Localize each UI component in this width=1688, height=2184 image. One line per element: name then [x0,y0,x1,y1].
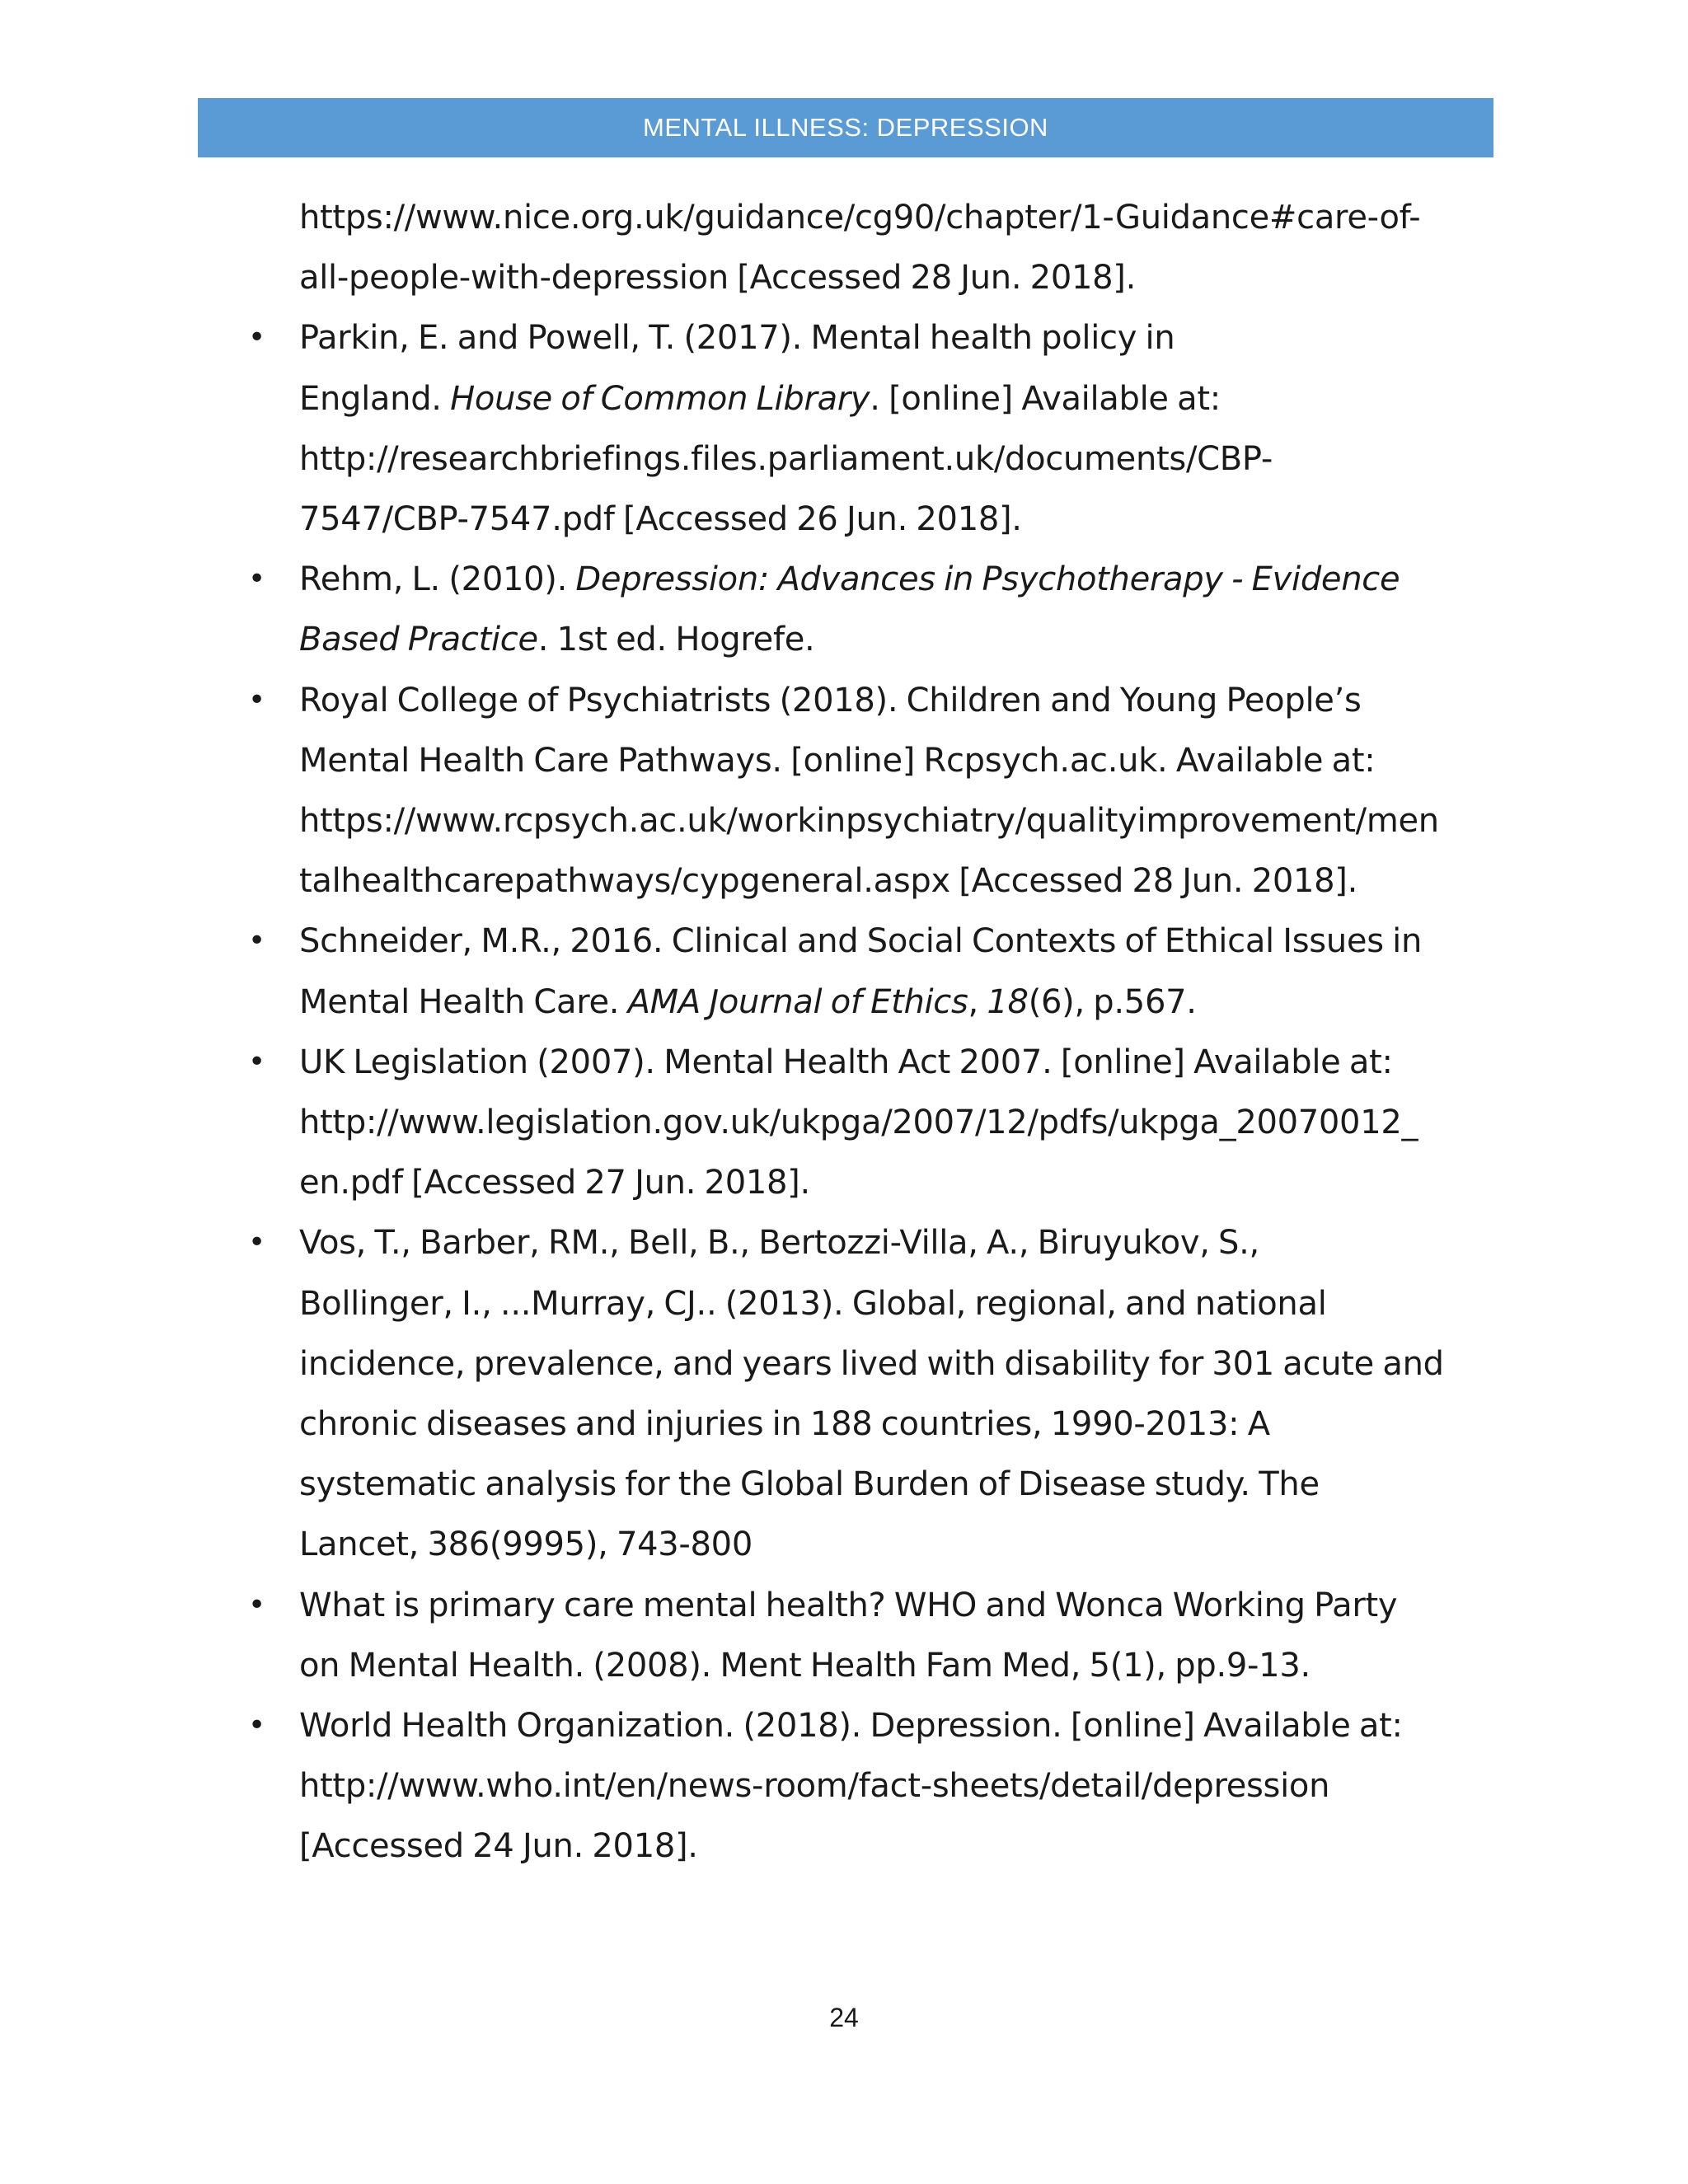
bullet-icon: • [248,1226,266,1260]
text-run: all-people-with-depression [Accessed 28 Jun. 2018]. [299,259,1137,298]
reference-line [299,1465,1320,1504]
text-run: talhealthcarepathways/cypgeneral.aspx [Accessed 28 Jun. 2018]. [299,862,1358,901]
header-title: MENTAL ILLNESS: DEPRESSION [643,113,1048,142]
text-run: England. [299,379,451,418]
text-run: Vos, T., Barber, RM., Bell, B., Bertozzi-Villa, A., Biruyukov, S., [299,1224,1259,1263]
reference-line [299,921,1422,961]
bullet-icon: • [248,562,266,597]
text-run: Mental Health Care Pathways. [online] Rcpsych.ac.uk. Available at: [299,741,1376,780]
text-run: en.pdf [Accessed 27 Jun. 2018]. [299,1164,810,1202]
text-run: http://researchbriefings.files.parliament.uk/documents/CBP- [299,439,1273,478]
reference-line [299,1223,1259,1263]
text-run: UK Legislation (2007). Mental Health Act 2007. [online] Available at: [299,1043,1393,1081]
reference-line [299,1646,1311,1685]
text-run: http://www.who.int/en/news-room/fact-sheets/detail/depression [299,1767,1330,1806]
reference-line [299,681,1362,720]
text-run: Royal College of Psychiatrists (2018). Children and Young People’s [299,681,1362,719]
text-run: Bollinger, I., ...Murray, CJ.. (2013). Global, regional, and national [299,1284,1327,1323]
reference-line [299,1766,1329,1806]
reference-line [299,1103,1418,1142]
reference-line [299,741,1375,780]
text-run: https://www.rcpsych.ac.uk/workinpsychiatry/qualityimprovement/men [299,802,1439,840]
reference-line [299,1826,698,1866]
reference-line [299,499,1022,539]
reference-line [299,1404,1270,1444]
text-run: chronic diseases and injuries in 188 countries, 1990-2013: A [299,1405,1270,1443]
reference-line [299,861,1357,901]
text-run: . 1st ed. Hogrefe. [537,621,815,659]
italic-text: Depression: Advances in Psychotherapy - Evidence [575,560,1400,599]
reference-line [299,801,1439,841]
text-run: Schneider, M.R., 2016. Clinical and Social Contexts of Ethical Issues in [299,922,1423,961]
reference-line [299,620,814,659]
reference-line [299,982,1197,1022]
text-run: https://www.nice.org.uk/guidance/cg90/chapter/1-Guidance#care-of- [299,199,1421,237]
bullet-icon: • [248,1044,266,1079]
bullet-icon: • [248,1587,266,1622]
italic-text: Based Practice [299,621,538,659]
text-run: 7547/CBP-7547.pdf [Accessed 26 Jun. 2018]. [299,500,1022,538]
text-run: . [online] Available at: [870,379,1221,418]
reference-line [299,1284,1327,1324]
reference-line [299,1163,810,1202]
reference-line [299,560,1400,599]
reference-line [299,1525,753,1564]
reference-line [299,439,1273,479]
running-header [198,98,1493,157]
text-run: Parkin, E. and Powell, T. (2017). Mental health policy in [299,319,1175,358]
text-run: http://www.legislation.gov.uk/ukpga/2007/12/pdfs/ukpga_20070012_ [299,1104,1418,1141]
reference-line [299,1706,1403,1746]
reference-line [299,318,1175,358]
page-number: 24 [829,2003,859,2032]
reference-line [299,1043,1393,1082]
text-run: systematic analysis for the Global Burden of Disease study. The [299,1465,1320,1504]
bullet-icon: • [248,682,266,717]
text-run: incidence, prevalence, and years lived with disability for 301 acute and [299,1344,1444,1383]
bullet-icon: • [248,321,266,355]
text-run: [Accessed 24 Jun. 2018]. [299,1827,698,1866]
reference-line [299,258,1136,298]
text-run: Mental Health Care. [299,982,628,1021]
reference-line [299,1344,1444,1384]
reference-line [299,379,1221,419]
italic-text: House of Common Library [450,379,870,418]
text-run: What is primary care mental health? WHO and Wonca Working Party [299,1586,1398,1624]
italic-text: AMA Journal of Ethics [627,982,968,1021]
text-run: on Mental Health. (2008). Ment Health Fam Med, 5(1), pp.9-13. [299,1646,1311,1685]
reference-line [299,1586,1397,1625]
bullet-icon: • [248,924,266,958]
italic-text: 18 [987,982,1029,1021]
bullet-icon: • [248,1708,266,1742]
reference-line [299,198,1420,237]
text-run: , [968,982,987,1021]
text-run: Rehm, L. (2010). [299,560,576,599]
text-run: Lancet, 386(9995), 743-800 [299,1526,753,1564]
text-run: (6), p.567. [1028,982,1197,1021]
text-run: World Health Organization. (2018). Depression. [online] Available at: [299,1707,1403,1745]
